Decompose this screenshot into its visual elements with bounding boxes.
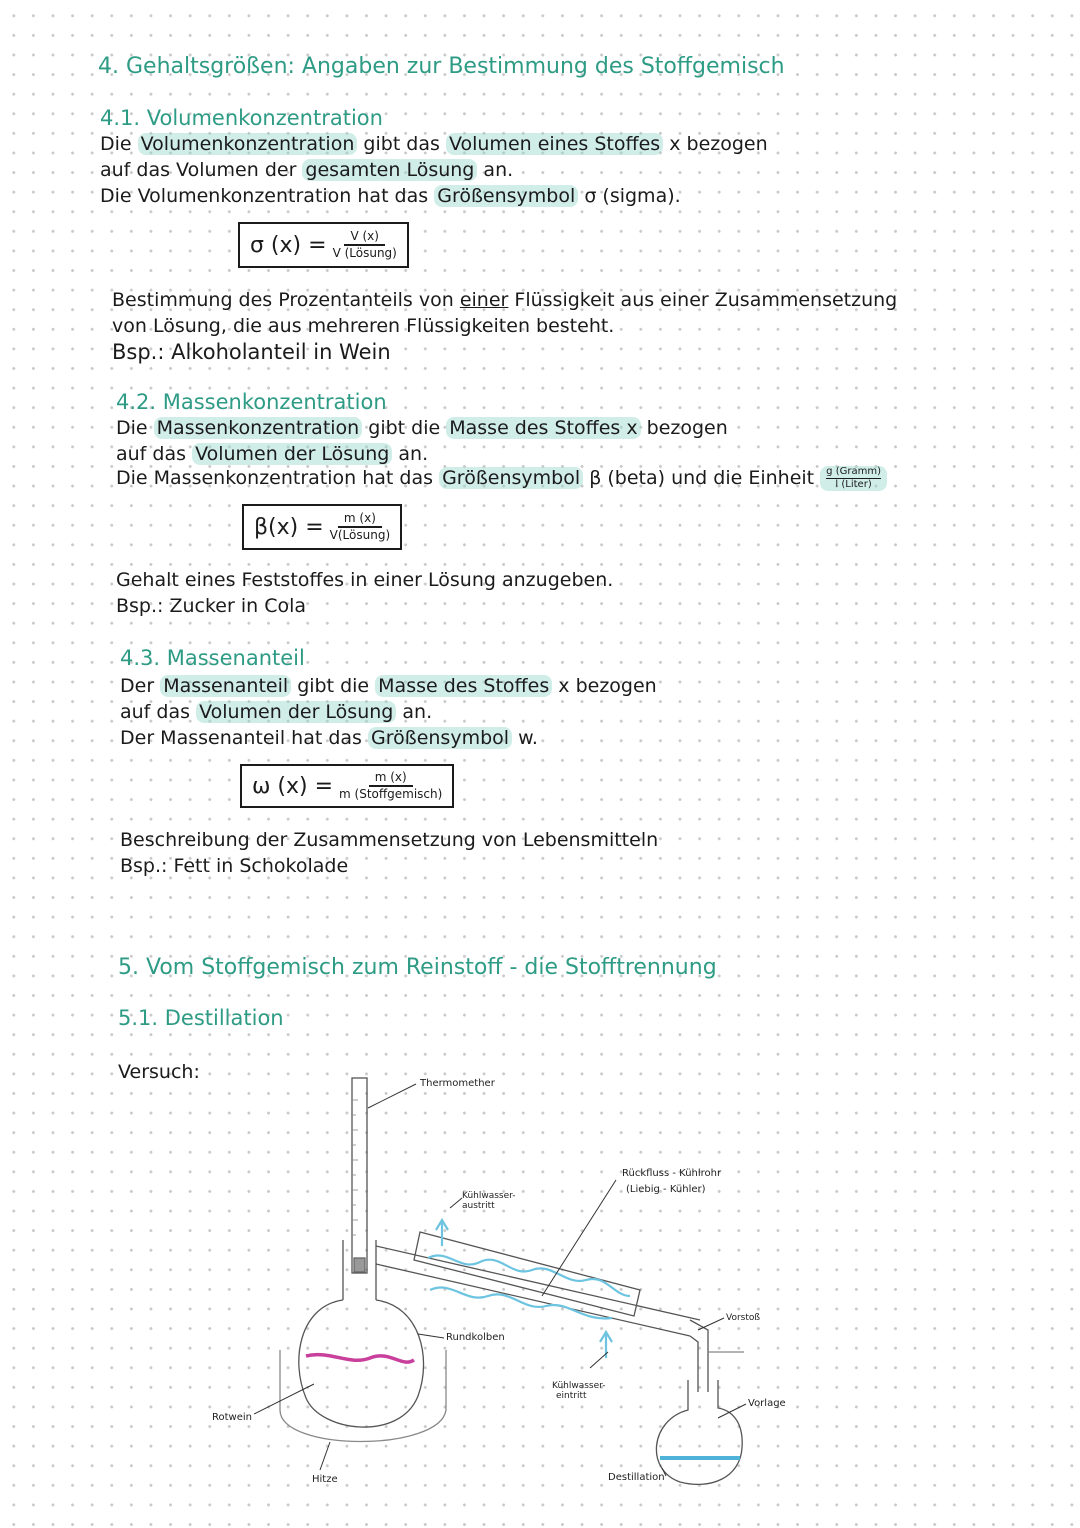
condenser-shape	[414, 1232, 640, 1316]
s41-desc-2: von Lösung, die aus mehreren Flüssigkeiten besteht.	[112, 315, 615, 337]
label-distillate: Destillation	[608, 1472, 665, 1483]
label-heat: Hitze	[312, 1474, 338, 1485]
s41-line-1: Die Volumenkonzentration gibt das Volumen eines Stoffes x bezogen	[100, 133, 768, 155]
section-4-1-title: 4.1. Volumenkonzentration	[100, 106, 383, 130]
section-5-title: 5. Vom Stoffgemisch zum Reinstoff - die Stofftrennung	[118, 955, 717, 980]
label-water-out-2: austritt	[462, 1201, 495, 1211]
s42-line-1: Die Massenkonzentration gibt die Masse des Stoffes x bezogen	[116, 417, 728, 439]
label-water-out-1: Kühlwasser-	[462, 1191, 516, 1201]
s43-line-2: auf das Volumen der Lösung an.	[120, 701, 433, 723]
versuch-label: Versuch:	[118, 1061, 200, 1083]
section-4-2-title: 4.2. Massenkonzentration	[116, 390, 387, 414]
label-thermometer: Thermomether	[420, 1078, 495, 1089]
label-receiver: Vorlage	[748, 1398, 786, 1409]
label-water-in-1: Kühlwasser-	[552, 1381, 606, 1391]
label-condenser-1: Rückfluss - Kühlrohr	[622, 1168, 722, 1179]
s41-line-2: auf das Volumen der gesamten Lösung an.	[100, 159, 514, 181]
section-5-1-title: 5.1. Destillation	[118, 1006, 284, 1030]
section-4-title: 4. Gehaltsgrößen: Angaben zur Bestimmung des Stoffgemisch	[98, 54, 785, 79]
s41-example: Bsp.: Alkoholanteil in Wein	[112, 340, 391, 364]
label-adapter: Vorstoß	[726, 1313, 761, 1323]
label-redwine: Rotwein	[212, 1412, 252, 1423]
label-round-flask: Rundkolben	[446, 1332, 505, 1343]
s43-example: Bsp.: Fett in Schokolade	[120, 855, 349, 877]
wine-level	[306, 1355, 414, 1362]
label-condenser-2: (Liebig - Kühler)	[626, 1184, 706, 1195]
unit-fraction: g (Gramm) l (Liter)	[820, 466, 887, 491]
s42-line-2: auf das Volumen der Lösung an.	[116, 443, 429, 465]
s41-line-3: Die Volumenkonzentration hat das Größensymbol σ (sigma).	[100, 185, 681, 207]
formula-massenanteil: ω (x) = $\frac{m (x)}{\text{m (Stoffgemisch)}}$	[240, 764, 454, 808]
s42-example: Bsp.: Zucker in Cola	[116, 595, 307, 617]
s43-line-3: Der Massenanteil hat das Größensymbol w.	[120, 727, 538, 749]
receiver-flask-shape	[656, 1380, 742, 1484]
label-water-in-2: eintritt	[556, 1391, 587, 1401]
s43-desc-1: Beschreibung der Zusammensetzung von Lebensmitteln	[120, 829, 659, 851]
s42-line-3: Die Massenkonzentration hat das Größensymbol β (beta) und die Einheit g (Gramm) l (Liter)	[116, 464, 887, 492]
section-4-3-title: 4.3. Massenanteil	[120, 646, 305, 670]
s43-line-1: Der Massenanteil gibt die Masse des Stoffes x bezogen	[120, 675, 657, 697]
thermometer-shape	[352, 1078, 367, 1273]
formula-massenkonzentration: β(x) = $\frac{m (x)}{\text{V(Lösung)}}$	[242, 504, 402, 550]
s42-desc-1: Gehalt eines Feststoffes in einer Lösung anzugeben.	[116, 569, 614, 591]
s41-desc-1: Bestimmung des Prozentanteils von einer Flüssigkeit aus einer Zusammensetzung	[112, 289, 898, 311]
formula-volumenkonzentration: σ (x) = $\frac{V (x)}{\text{V (Lösung)}}$	[238, 222, 409, 268]
